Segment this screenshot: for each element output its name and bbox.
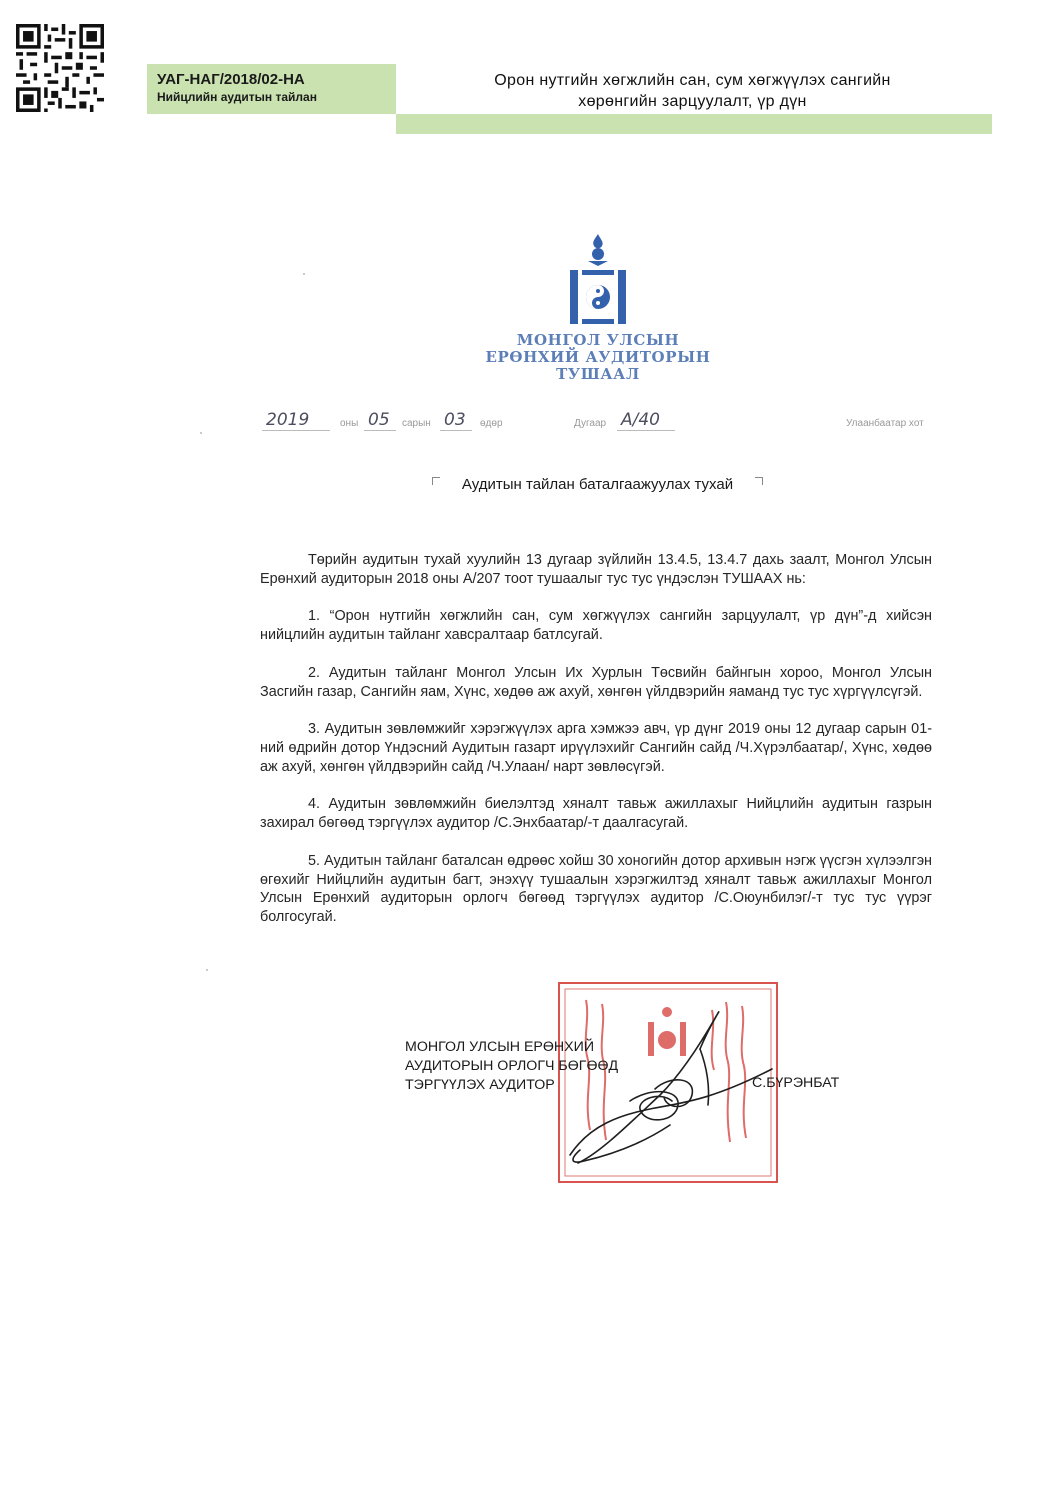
order-item-4: 4. Аудитын зөвлөмжийн биелэлтэд хяналт тавьж ажиллахыг Нийцлийн аудитын газрын захирал бөгөөд тэргүүлэх аудитор /С.Энхбаатар/-т даалгасугай. (260, 796, 932, 832)
signer-name: С.БҮРЭНБАТ (752, 1075, 840, 1091)
order-item-1: 1. “Орон нутгийн хөгжлийн сан, сум хөгжүүлэх сангийн зарцуулалт, үр дүн”-д хийсэн нийцлийн аудитын тайланг хавсралтаар батлсугай. (260, 608, 932, 644)
bracket-left (432, 477, 440, 485)
order-item-2: 2. Аудитын тайланг Монгол Улсын Их Хурлын Төсвийн байнгын хороо, Монгол Улсын Засгийн газар, Сангийн яам, Хүнс, хөдөө аж ахуй, хөнгөн үйлдвэрийн яаманд тус тус хүргүүлсүгэй. (260, 664, 932, 700)
order-item-3: 3. Аудитын зөвлөмжийг хэрэгжүүлэх арга хэмжээ авч, үр дүнг 2019 оны 12 дугаар сарын 01-ний өдрийн дотор Үндэсний Аудитын газарт ирүүлэхийг Сангийн сайд /Ч.Хүрэлбаатар/, Хүнс, хөдөө аж ахуй, хөнгөн үйлдвэрийн сайд /Ч.Улаан/ нарт зөвлөсүгэй. (260, 721, 932, 775)
bracket-right (755, 477, 763, 485)
date-line (262, 410, 942, 436)
report-code: УАГ-НАГ/2018/02-НА (157, 71, 305, 88)
number-label: Дугаар (574, 418, 607, 429)
year-label: оны (340, 418, 359, 429)
report-type: Нийцлийн аудитын тайлан (157, 90, 317, 104)
order-item-5: 5. Аудитын тайланг баталсан өдрөөс хойш 30 хоногийн дотор архивын нэгж үүсгэн хүлээлгэн өгөхийг Нийцлийн аудитын багт, энэхүү тушаалын хэрэгжилтэд хяналт тавьж ажиллахыг Монгол Улсын Ерөнхий аудиторын орлогч бөгөөд тэргүүлэх аудитор /С.Оюунбилэг/-т тус тус үүрэг болгосугай. (260, 852, 932, 926)
month-value: 05 (364, 410, 396, 431)
organization-title (460, 332, 736, 383)
org-line2: ЕРӨНХИЙ АУДИТОРЫН (485, 348, 711, 366)
order-body (260, 551, 932, 946)
header-title (420, 70, 965, 112)
header-accent-bar (396, 114, 992, 134)
signer-title-line3: ТЭРГҮҮЛЭХ АУДИТОР (405, 1076, 555, 1093)
scan-speck (206, 969, 208, 971)
header-title-line1: Орон нутгийн хөгжлийн сан, сум хөгжүүлэх сангийн (494, 72, 891, 89)
city: Улаанбаатар хот (846, 418, 924, 429)
day-label: өдөр (480, 418, 503, 429)
report-code-box (147, 64, 396, 114)
day-value: 03 (440, 410, 472, 431)
org-line1: МОНГОЛ УЛСЫН (516, 331, 680, 349)
scan-speck (303, 273, 305, 275)
soyombo-emblem-icon (570, 232, 626, 324)
order-number: А/40 (617, 410, 675, 431)
intro-paragraph: Төрийн аудитын тухай хуулийн 13 дугаар зүйлийн 13.4.5, 13.4.7 дахь заалт, Монгол Улсын Ерөнхий аудиторын 2018 оны А/207 тоот тушаалыг тус тус үндэслэн ТУШААХ нь: (260, 552, 932, 587)
year-value: 2019 (262, 410, 330, 431)
subject-text: Аудитын тайлан баталгаажуулах тухай (461, 476, 734, 493)
header-title-line2: хөрөнгийн зарцуулалт, үр дүн (578, 93, 807, 110)
org-line3: ТУШААЛ (556, 365, 640, 383)
handwritten-signature (560, 1005, 780, 1170)
signer-title-line2: АУДИТОРЫН ОРЛОГЧ БӨГӨӨД (405, 1057, 619, 1074)
qr-code-icon (16, 24, 104, 112)
month-label: сарын (402, 418, 431, 429)
subject (430, 476, 765, 493)
signer-title-line1: МОНГОЛ УЛСЫН ЕРӨНХИЙ (405, 1039, 595, 1055)
scan-speck (200, 432, 202, 434)
